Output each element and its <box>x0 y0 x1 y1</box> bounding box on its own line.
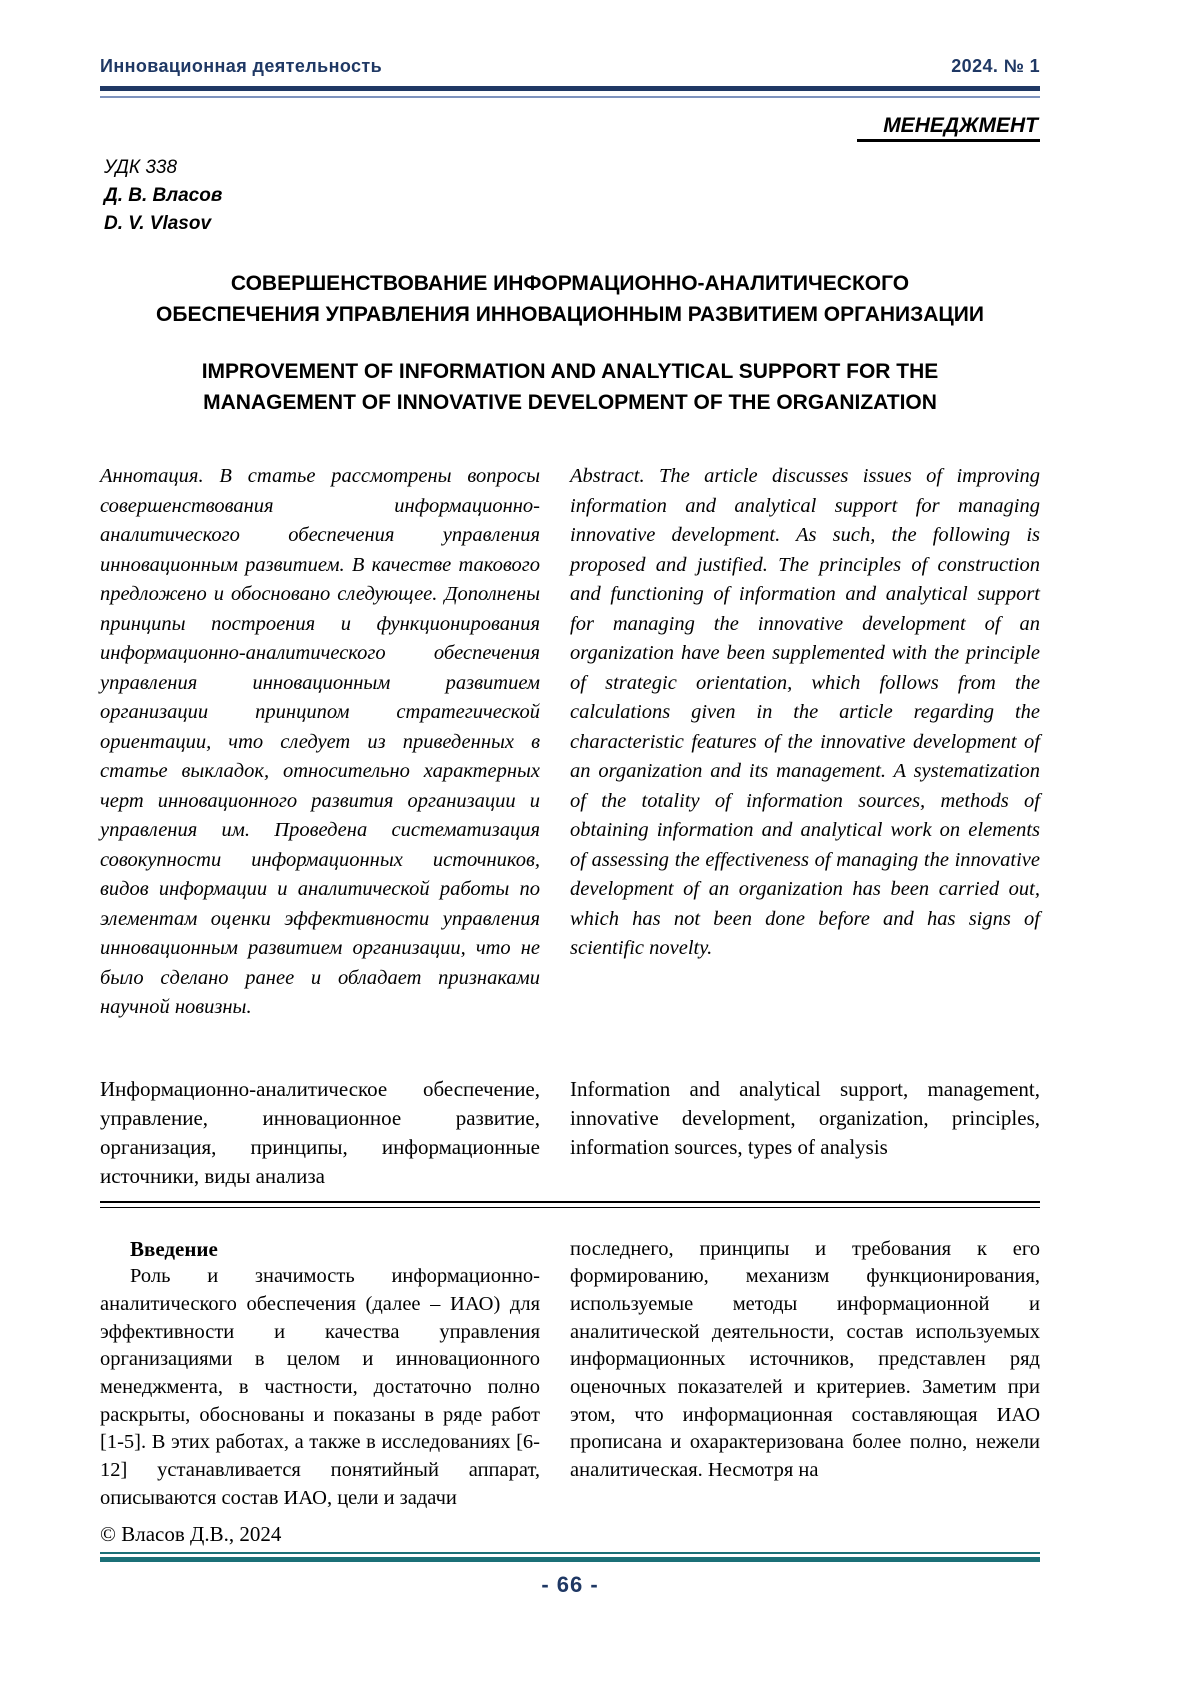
article-meta <box>100 154 1040 238</box>
article-title-ru: СОВЕРШЕНСТВОВАНИЕ ИНФОРМАЦИОННО-АНАЛИТИЧЕСКОГО ОБЕСПЕЧЕНИЯ УПРАВЛЕНИЯ ИННОВАЦИОННЫМ РАЗВИТИЕМ ОРГАНИЗАЦИИ <box>156 272 984 326</box>
udc-code: УДК 338 <box>104 157 178 178</box>
abstracts-section <box>100 462 1040 1023</box>
author-name-ru: Д. В. Власов <box>104 185 223 206</box>
body-column-left <box>100 1236 540 1513</box>
keywords-section <box>100 1075 1040 1191</box>
body-paragraph-left: Роль и значимость информационно-аналитического обеспечения (далее – ИАО) для эффективности и качества управления организациями в целом и инновационного менеджмента, в частности, достаточно полно раскрыты, обоснованы и показаны в ряде работ [1-5]. В этих работах, а также в исследованиях [6-12] устанавливается понятийный аппарат, описываются состав ИАО, цели и задачи <box>100 1265 540 1509</box>
introduction-heading: Введение <box>130 1236 218 1261</box>
section-label: МЕНЕДЖМЕНТ <box>857 114 1040 142</box>
body-paragraph-right: последнего, принципы и требования к его формированию, механизм функционирования, используемые методы информационной и аналитической деятельности, состав используемых информационных источников, представлен ряд оценочных показателей и критериев. Заметим при этом, что информационная составляющая ИАО прописана и охарактеризована более полно, нежели аналитическая. Несмотря на <box>570 1237 1040 1482</box>
footer-rule-thin <box>100 1552 1040 1554</box>
copyright-note: © Власов Д.В., 2024 <box>100 1521 282 1546</box>
section-row <box>100 114 1040 138</box>
body-section <box>100 1236 1040 1513</box>
running-head <box>100 56 1040 77</box>
abstract-en: Abstract. The article discusses issues of improving information and analytical support for managing innovative development. As such, the following is proposed and justified. The principles of construction and functioning of information and analytical support for managing the innovative development of an organization have been supplemented with the principle of strategic orientation, which follows from the calculations given in the article regarding the characteristic features of the innovative development of an organization and its management. A systematization of the totality of information sources, methods of obtaining information and analytical work on elements of assessing the effectiveness of managing the innovative development of an organization has been carried out, which has not been done before and has signs of scientific novelty. <box>570 465 1040 959</box>
abstract-ru: Аннотация. В статье рассмотрены вопросы совершенствования информационно-аналитического обеспечения управления инновационным развитием. В качестве такового предложено и обосновано следующее. Дополнены принципы построения и функционирования информационно-аналитического обеспечения управления инновационным развитием организации принципом стратегической ориентации, что следует из приведенных в статье выкладок, относительно характерных черт инновационного развития организации и управления им. Проведена систематизация совокупности информационных источников, видов информации и аналитической работы по элементам оценки эффективности управления инновационным развитием организации, что не было сделано ранее и обладает признаками научной новизны. <box>100 465 540 1018</box>
keywords-ru: Информационно-аналитическое обеспечение, управление, инновационное развитие, организация, принципы, информационные источники, виды анализа <box>100 1076 540 1188</box>
keywords-divider-rule <box>100 1201 1040 1208</box>
footer-rule-thick <box>100 1557 1040 1562</box>
header-rule-thin <box>100 96 1040 98</box>
body-column-right <box>570 1236 1040 1513</box>
issue-label: 2024. № 1 <box>951 56 1040 76</box>
keywords-en: Information and analytical support, management, innovative development, organization, principles, information sources, types of analysis <box>570 1076 1040 1159</box>
author-name-en: D. V. Vlasov <box>104 213 212 234</box>
page-number: - 66 - <box>541 1571 599 1597</box>
header-rule-thick <box>100 86 1040 91</box>
journal-title: Инновационная деятельность <box>100 56 383 76</box>
article-title-en: IMPROVEMENT OF INFORMATION AND ANALYTICAL SUPPORT FOR THE MANAGEMENT OF INNOVATIVE DEVELOPMENT OF THE ORGANIZATION <box>201 360 939 414</box>
